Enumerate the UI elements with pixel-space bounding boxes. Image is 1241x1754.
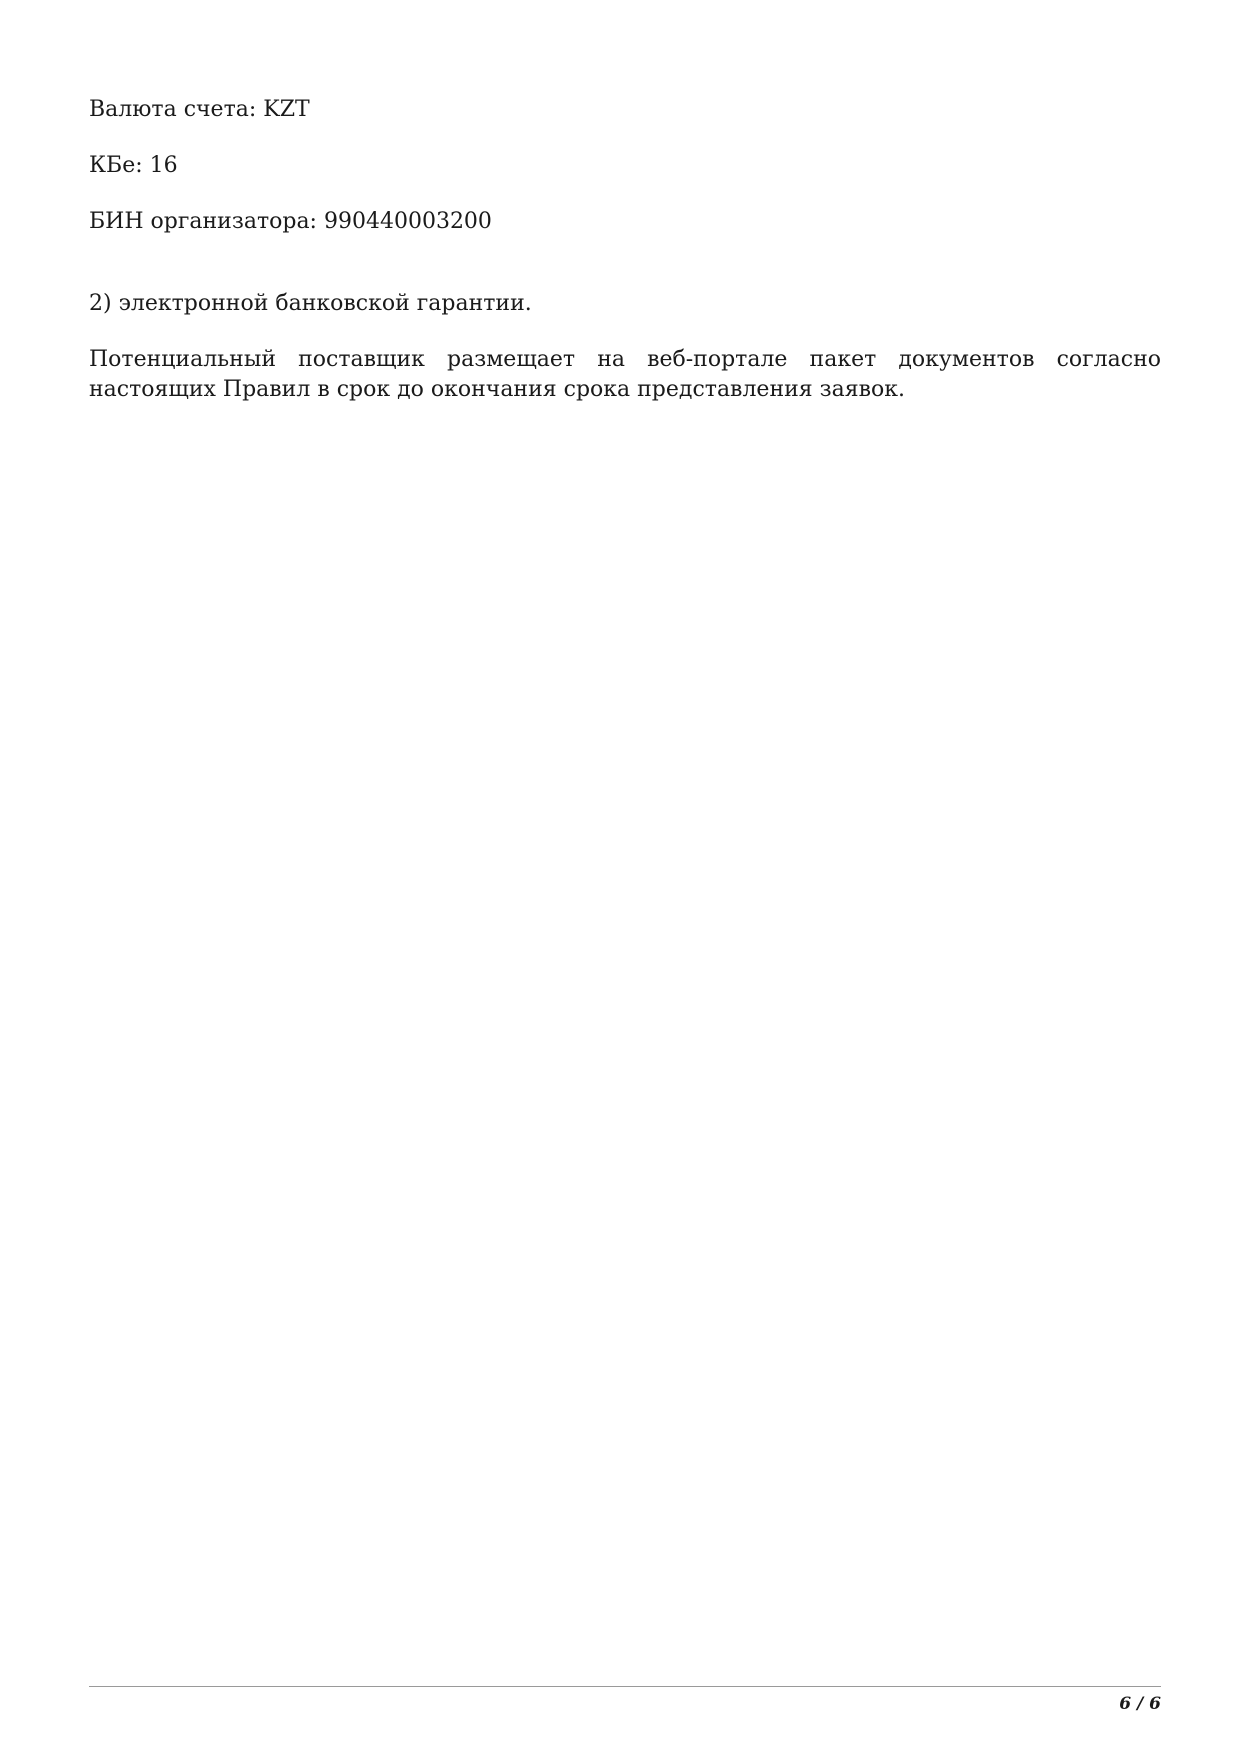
electronic-guarantee-item: 2) электронной банковской гарантии. — [89, 291, 532, 316]
kbe-line: КБе: 16 — [89, 153, 178, 178]
page-number: 6 / 6 — [1119, 1694, 1161, 1714]
footer-divider — [89, 1686, 1161, 1687]
account-currency-line: Валюта счета: KZT — [89, 97, 310, 122]
organizer-bin-line: БИН организатора: 990440003200 — [89, 209, 492, 234]
submission-paragraph: Потенциальный поставщик размещает на веб-портале пакет документов согласно настоящих Правил в срок до окончания срока представления заявок. — [89, 347, 1161, 402]
